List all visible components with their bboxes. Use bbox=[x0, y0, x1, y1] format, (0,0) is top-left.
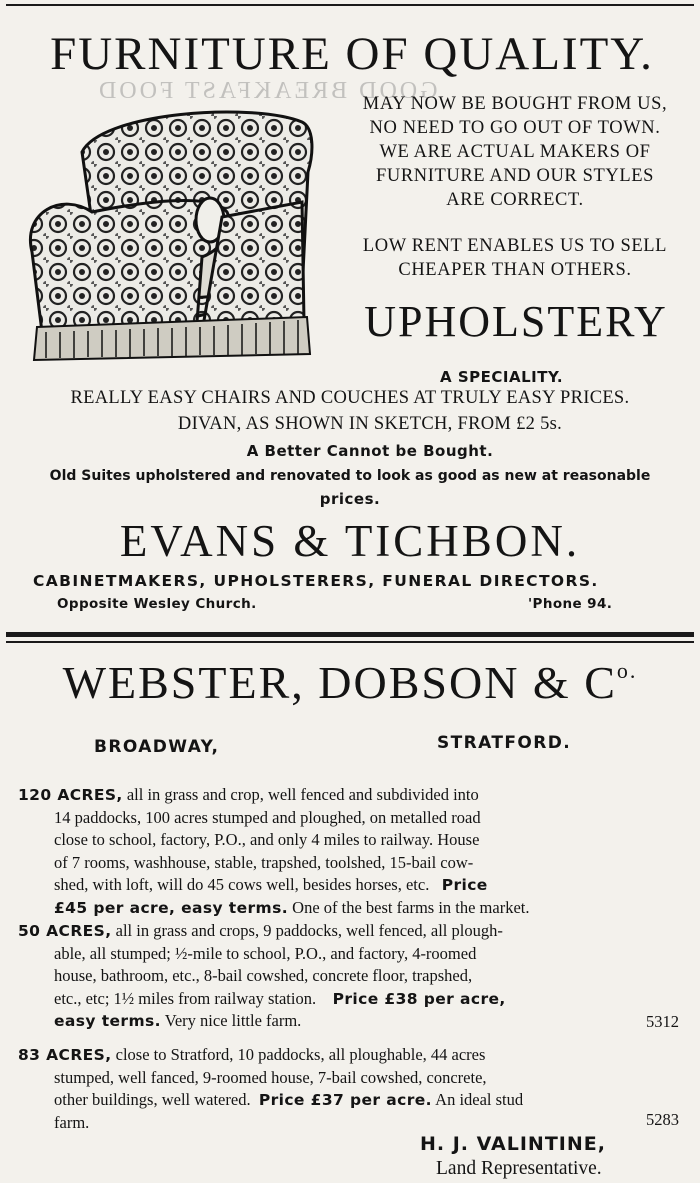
upholstery-heading: UPHOLSTERY bbox=[364, 297, 668, 346]
listing-text: other buildings, well watered. bbox=[54, 1090, 251, 1110]
listing-text: close to school, factory, P.O., and only 4 miles to railway. House bbox=[54, 830, 480, 850]
listing-acres: 50 ACRES, bbox=[18, 922, 112, 940]
listing-text: all in grass and crop, well fenced and subdivided into bbox=[122, 785, 479, 804]
listing-text: etc., etc; 1½ miles from railway station. bbox=[54, 988, 317, 1008]
listing-text: An ideal stud bbox=[431, 1090, 524, 1110]
agent-title: Land Representative. bbox=[436, 1158, 602, 1179]
rent-line: CHEAPER THAN OTHERS. bbox=[398, 260, 632, 280]
trades-line: CABINETMAKERS, UPHOLSTERERS, FUNERAL DIRECTORS. bbox=[33, 572, 599, 590]
agent-name: H. J. VALINTINE, bbox=[420, 1133, 606, 1155]
armchair-sketch-icon bbox=[22, 92, 322, 362]
intro-line: MAY NOW BE BOUGHT FROM US, bbox=[362, 94, 668, 114]
listing-ref: 5312 bbox=[646, 1012, 679, 1031]
listing-text: all in grass and crops, 9 paddocks, well fenced, all plough- bbox=[111, 921, 503, 940]
place-left: BROADWAY, bbox=[94, 737, 220, 757]
listing-price: Price bbox=[441, 876, 488, 895]
listing-ref: 5283 bbox=[646, 1110, 679, 1129]
better-line: A Better Cannot be Bought. bbox=[246, 442, 494, 460]
listing-50-acres bbox=[18, 920, 658, 1033]
intro-line: FURNITURE AND OUR STYLES bbox=[375, 166, 655, 186]
listing-acres: 120 ACRES, bbox=[18, 786, 123, 804]
listing-83-acres bbox=[18, 1044, 658, 1134]
divider-rule-thin bbox=[6, 641, 694, 643]
listing-price: easy terms. bbox=[54, 1012, 161, 1031]
suites-line-end: prices. bbox=[319, 490, 381, 508]
listing-120-acres bbox=[18, 784, 658, 920]
listing-text: able, all stumped; ½-mile to school, P.O., and factory, 4-roomed bbox=[54, 943, 477, 963]
listing-price: £45 per acre, easy terms. bbox=[54, 898, 289, 917]
agency-name-superscript: o. bbox=[616, 658, 638, 683]
easy-chairs-line: REALLY EASY CHAIRS AND COUCHES AT TRULY EASY PRICES. bbox=[70, 388, 630, 408]
listing-text: One of the best farms in the market. bbox=[288, 897, 530, 917]
listing-text: shed, with loft, will do 45 cows well, besides horses, etc. bbox=[54, 875, 430, 895]
listing-price: Price £38 per acre, bbox=[332, 989, 506, 1008]
listing-text: house, bathroom, etc., 8-bail cowshed, concrete floor, trapshed, bbox=[54, 966, 473, 986]
listing-text: of 7 rooms, washhouse, stable, trapshed, toolshed, 15-bail cow- bbox=[54, 852, 474, 872]
rent-block bbox=[338, 234, 692, 282]
show-through-text: GOOD BREAKFAST FOOD bbox=[96, 78, 438, 104]
listing-price: Price £37 per acre. bbox=[258, 1091, 432, 1110]
suites-line: Old Suites upholstered and renovated to look as good as new at reasonable bbox=[49, 468, 651, 484]
listing-text: Very nice little farm. bbox=[160, 1011, 302, 1031]
divider-rule bbox=[6, 632, 694, 637]
location-line: Opposite Wesley Church. bbox=[57, 596, 257, 612]
divan-line: DIVAN, AS SHOWN IN SKETCH, FROM £2 5s. bbox=[177, 414, 563, 434]
intro-line: NO NEED TO GO OUT OF TOWN. bbox=[369, 118, 661, 138]
agency-name-text: WEBSTER, DOBSON & C bbox=[62, 657, 617, 708]
listing-acres: 83 ACRES, bbox=[18, 1046, 112, 1064]
listing-text: close to Stratford, 10 paddocks, all ploughable, 44 acres bbox=[111, 1045, 486, 1064]
rent-line: LOW RENT ENABLES US TO SELL bbox=[362, 236, 668, 256]
headline: FURNITURE OF QUALITY. bbox=[50, 28, 654, 80]
intro-line: ARE CORRECT. bbox=[446, 190, 584, 210]
place-right: STRATFORD. bbox=[437, 733, 572, 753]
speciality-line: A SPECIALITY. bbox=[440, 368, 564, 386]
agency-name bbox=[0, 656, 700, 709]
listing-text: 14 paddocks, 100 acres stumped and ploughed, on metalled road bbox=[54, 807, 481, 827]
armchair-illustration bbox=[22, 92, 322, 362]
firm-name: EVANS & TICHBON. bbox=[119, 516, 581, 566]
top-border bbox=[6, 4, 694, 6]
listing-text: stumped, well fanced, 9-roomed house, 7-bail cowshed, concrete, bbox=[54, 1067, 487, 1087]
intro-block bbox=[338, 92, 692, 212]
listing-text: farm. bbox=[54, 1112, 90, 1132]
phone-line: 'Phone 94. bbox=[528, 596, 613, 612]
intro-line: WE ARE ACTUAL MAKERS OF bbox=[379, 142, 651, 162]
